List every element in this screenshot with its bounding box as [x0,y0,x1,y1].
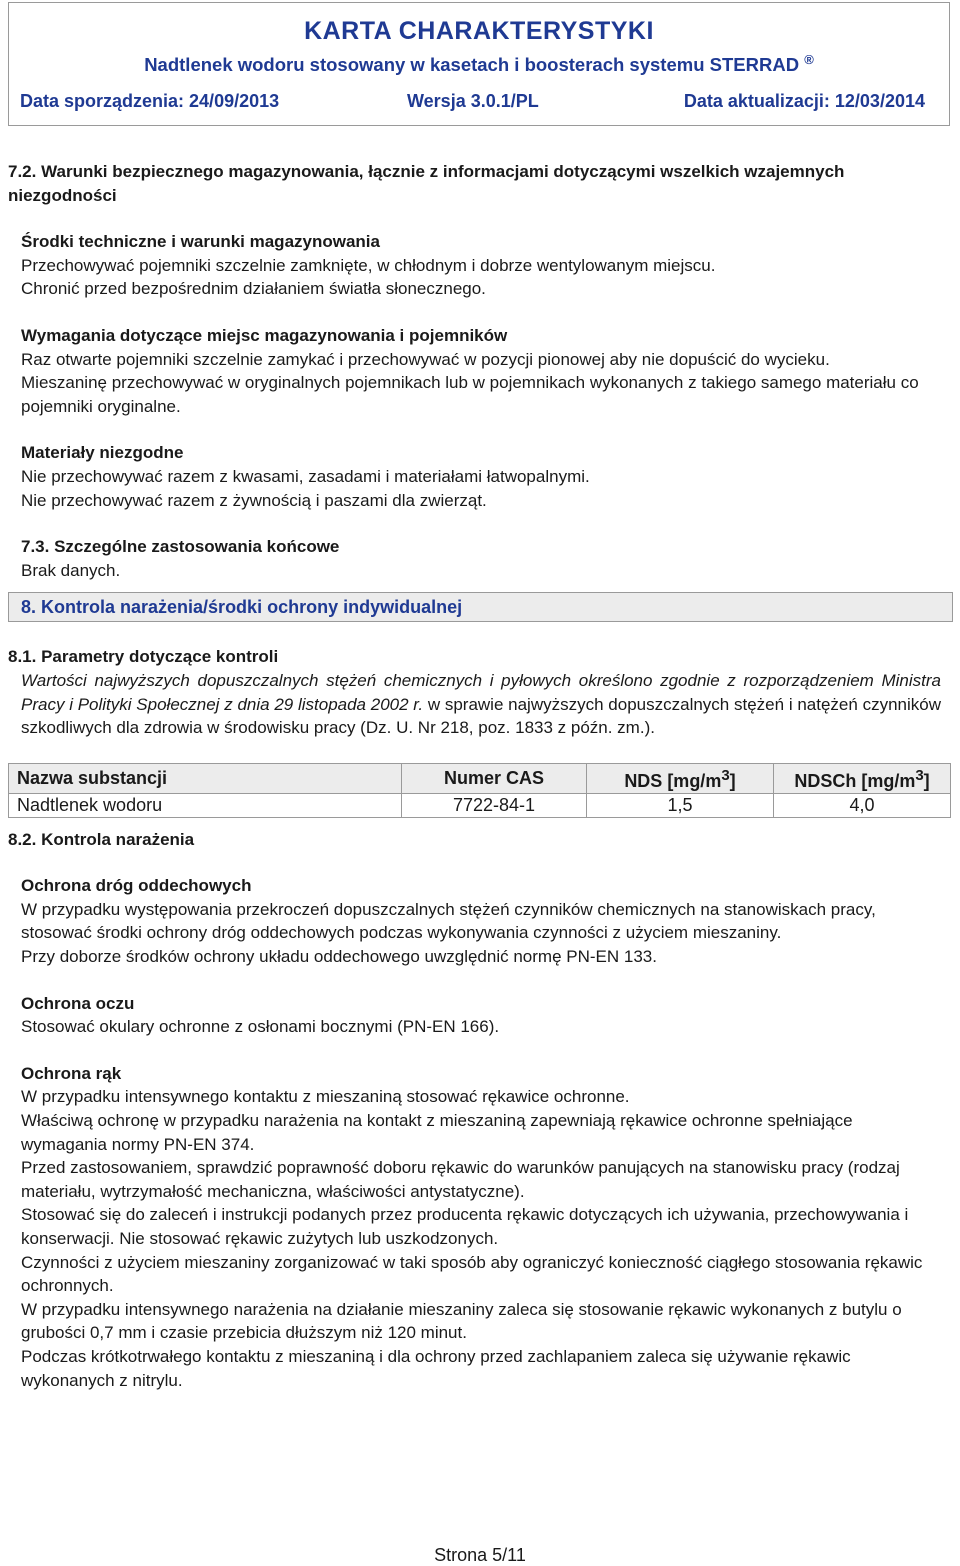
table-header-row [9,763,951,793]
section-8-1-text [21,669,941,740]
section-8-1-heading: 8.1. Parametry dotyczące kontroli [8,647,279,667]
cell-nds: 1,5 [587,793,774,817]
incompatible-materials-text-1: Nie przechowywać razem z kwasami, zasadami i materiałami łatwopalnymi. [21,466,590,486]
storage-requirements-text-2: Mieszaninę przechowywać w oryginalnych pojemnikach lub w pojemnikach wykonanych z takiego samego materiału co pojemniki oryginalne. [21,373,919,416]
col-cas-number: Numer CAS [402,763,587,793]
col-nds [587,763,774,793]
hand-protection-text-5: Czynności z użyciem mieszaniny zorganizować w taki sposób aby ograniczyć konieczność ciągłego stosowania rękawic ochronnych. [21,1252,923,1296]
ndsch-exponent: 3 [915,766,924,784]
section-8-2-heading: 8.2. Kontrola narażenia [8,829,195,849]
cell-cas-number: 7722-84-1 [402,793,587,817]
document-title: KARTA CHARAKTERYSTYKI [304,17,654,45]
exposure-limits-table [8,763,951,818]
section-7-2-heading: 7.2. Warunki bezpiecznego magazynowania, łącznie z informacjami dotyczącymi wszelkich wzajemnych niezgodności [8,162,845,205]
cell-ndsch: 4,0 [774,793,951,817]
regulation-title: w sprawie najwyższych dopuszczalnych stężeń i natężeń czynników szkodliwych dla zdrowia w środowisku pracy (Dz. U. Nr 218, poz. 1833 z późn. zm.). [21,694,941,738]
eye-protection-heading: Ochrona oczu [21,993,135,1013]
regulation-text: Wartości najwyższych dopuszczalnych stężeń chemicznych i pyłowych określono zgodnie z rozporządzeniem Ministra Pracy i Polityki Społecznej z dnia 29 listopada 2002 r. [21,670,941,714]
storage-requirements-heading: Wymagania dotyczące miejsc magazynowania i pojemników [21,325,508,345]
page-content [8,160,941,1392]
section-8-heading: 8. Kontrola narażenia/środki ochrony indywidualnej [8,592,953,622]
ndsch-label: NDSCh [mg/m [794,770,916,791]
storage-conditions-text-1: Przechowywać pojemniki szczelnie zamknięte, w chłodnym i dobrze wentylowanym miejscu. [21,255,716,275]
subtitle-text: Nadtlenek wodoru stosowany w kasetach i boosterach systemu STERRAD [144,54,800,76]
date-created: Data sporządzenia: 24/09/2013 [20,91,280,111]
respiratory-protection-heading: Ochrona dróg oddechowych [21,876,252,896]
table-row [9,793,951,817]
respiratory-protection-text-1: W przypadku występowania przekroczeń dopuszczalnych stężeń czynników chemicznych na stanowiskach pracy, stosować środki ochrony dróg oddechowych podczas wykonywania czynności z użyciem mieszaniny. [21,899,876,943]
version: Wersja 3.0.1/PL [407,91,539,111]
hand-protection-text-4: Stosować się do zaleceń i instrukcji podanych przez producenta rękawic dotyczących ich używania, przechowywania i konserwacji. Nie stosować rękawic zużytych lub uszkodzonych. [21,1205,909,1248]
incompatible-materials-heading: Materiały niezgodne [21,443,184,463]
page-number: Strona 5/11 [434,1545,526,1565]
hand-protection-heading: Ochrona rąk [21,1063,122,1083]
nds-label: NDS [mg/m [624,770,722,791]
storage-conditions-heading: Środki techniczne i warunki magazynowania [21,232,380,252]
hand-protection-text-6: W przypadku intensywnego narażenia na działanie mieszaniny zaleca się stosowanie rękawic wykonanych z butylu o grubości 0,7 mm i czasie przebicia dłuższym niż 120 minut. [21,1299,902,1343]
section-7-3-heading: 7.3. Szczególne zastosowania końcowe [21,537,340,557]
nds-exponent: 3 [721,766,730,784]
storage-requirements-text-1: Raz otwarte pojemniki szczelnie zamykać i przechowywać w pozycji pionowej aby nie dopuścić do wycieku. [21,349,830,369]
col-ndsch [774,763,951,793]
incompatible-materials-text-2: Nie przechowywać razem z żywnością i paszami dla zwierząt. [21,490,487,510]
registered-mark: ® [804,52,814,67]
date-updated: Data aktualizacji: 12/03/2014 [683,91,925,111]
col-substance-name: Nazwa substancji [9,763,402,793]
ndsch-bracket: ] [923,770,930,791]
respiratory-protection-text-2: Przy doborze środków ochrony układu oddechowego uwzględnić normę PN-EN 133. [21,947,657,967]
eye-protection-text: Stosować okulary ochronne z osłonami bocznymi (PN-EN 166). [21,1017,500,1037]
cell-substance-name: Nadtlenek wodoru [9,793,402,817]
storage-conditions-text-2: Chronić przed bezpośrednim działaniem światła słonecznego. [21,279,486,299]
hand-protection-text-7: Podczas krótkotrwałego kontaktu z mieszaniną i dla ochrony przed zachlapaniem zaleca się używanie rękawic wykonanych z nitrylu. [21,1346,851,1390]
nds-bracket: ] [729,770,736,791]
section-7-3-text: Brak danych. [21,560,121,580]
document-header [8,2,950,126]
hand-protection-text-2: Właściwą ochronę w przypadku narażenia na kontakt z mieszaniną zapewniają rękawice ochronne spełniające wymagania normy PN-EN 374. [21,1111,853,1154]
document-subtitle [9,52,949,76]
hand-protection-text-1: W przypadku intensywnego kontaktu z mieszaniną stosować rękawice ochronne. [21,1087,630,1107]
hand-protection-text-3: Przed zastosowaniem, sprawdzić poprawność doboru rękawic do warunków panujących na stanowisku pracy (rodzaj materiału, wytrzymałość mechaniczna, właściwości antystatyczne). [21,1158,900,1201]
